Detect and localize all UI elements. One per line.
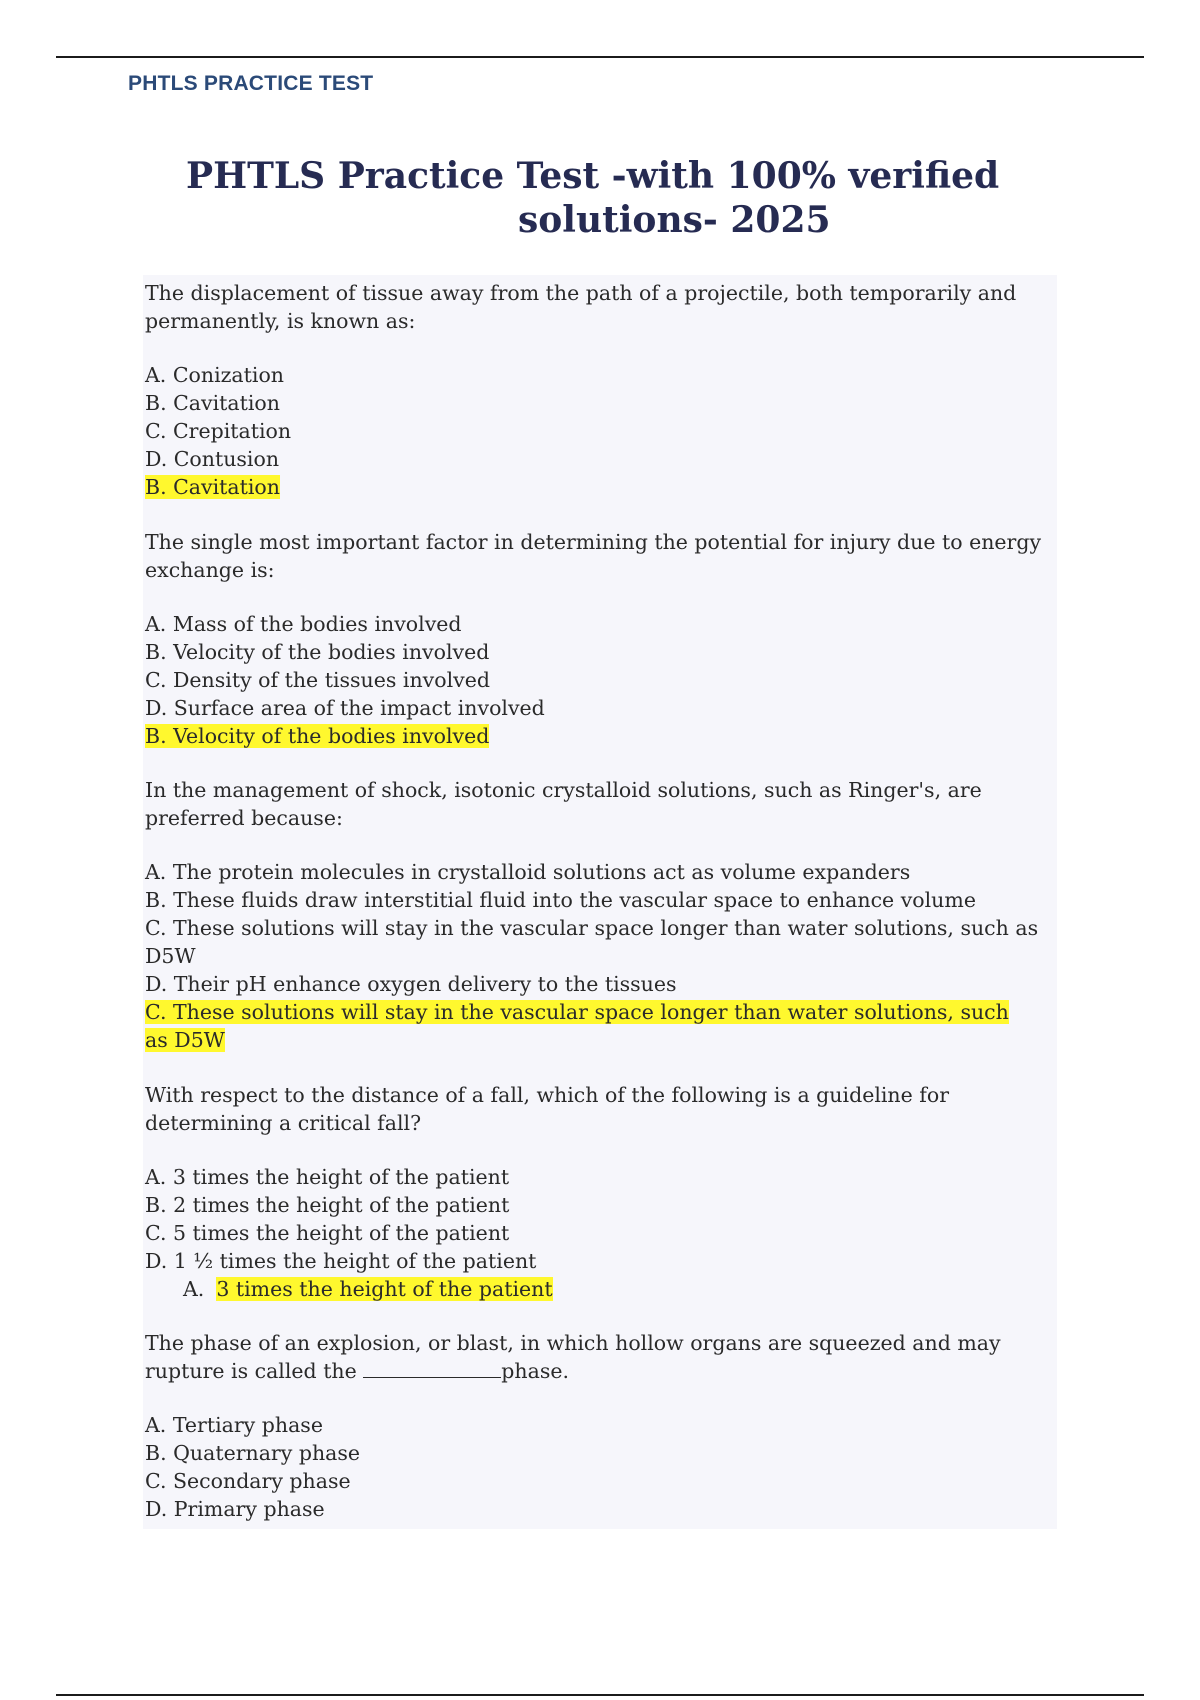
option-list <box>145 1411 1051 1523</box>
question-text: The single most important factor in determining the potential for injury due to energy exchange is: <box>145 530 1042 582</box>
question-1 <box>145 279 1051 501</box>
title-line-2: solutions- 2025 <box>518 199 831 241</box>
question-text <box>145 1329 1051 1385</box>
answer-line <box>145 722 1051 750</box>
question-text: With respect to the distance of a fall, which of the following is a guideline for determining a critical fall? <box>145 1083 950 1135</box>
option-b: B. Velocity of the bodies involved <box>145 640 490 664</box>
question-4 <box>145 1081 1051 1303</box>
highlighted-answer: C. These solutions will stay in the vascular space longer than water solutions, such as D5W <box>145 1000 1009 1052</box>
option-b: B. Cavitation <box>145 391 280 415</box>
option-d: D. Surface area of the impact involved <box>145 696 545 720</box>
option-list <box>145 858 1051 1054</box>
question-text-before-blank: The phase of an explosion, or blast, in which hollow organs are squeezed and may rupture is called the <box>145 1331 1001 1383</box>
highlighted-answer: B. Cavitation <box>145 475 280 499</box>
option-c: C. Crepitation <box>145 419 292 443</box>
answer-line <box>145 998 1051 1054</box>
answer-line <box>145 1275 1051 1303</box>
option-a: A. Mass of the bodies involved <box>145 612 462 636</box>
option-b: B. These fluids draw interstitial fluid into the vascular space to enhance volume <box>145 888 976 912</box>
option-c: C. Density of the tissues involved <box>145 668 490 692</box>
answer-line <box>145 473 1051 501</box>
bottom-rule <box>56 1694 1144 1696</box>
question-text-after-blank: phase. <box>501 1359 570 1383</box>
highlighted-answer: B. Velocity of the bodies involved <box>145 724 490 748</box>
option-c: C. 5 times the height of the patient <box>145 1221 510 1245</box>
fill-in-blank <box>363 1357 501 1378</box>
option-d: D. Primary phase <box>145 1497 325 1521</box>
question-list <box>143 275 1057 1529</box>
option-a: A. Conization <box>145 363 284 387</box>
question-2 <box>145 528 1051 750</box>
question-5 <box>145 1329 1051 1523</box>
document-title <box>186 154 1086 242</box>
option-list <box>145 361 1051 501</box>
running-header: PHTLS PRACTICE TEST <box>128 72 374 95</box>
question-text: The displacement of tissue away from the path of a projectile, both temporarily and permanently, is known as: <box>145 281 1017 333</box>
option-list <box>145 610 1051 750</box>
question-text: In the management of shock, isotonic crystalloid solutions, such as Ringer's, are preferred because: <box>145 778 982 830</box>
option-d: D. 1 ½ times the height of the patient <box>145 1249 537 1273</box>
option-c: C. These solutions will stay in the vascular space longer than water solutions, such as D5W <box>145 916 1039 968</box>
option-a: A. 3 times the height of the patient <box>145 1165 510 1189</box>
highlighted-answer: 3 times the height of the patient <box>216 1277 553 1301</box>
question-3 <box>145 776 1051 1054</box>
option-d: D. Their pH enhance oxygen delivery to the tissues <box>145 972 677 996</box>
option-b: B. 2 times the height of the patient <box>145 1193 510 1217</box>
option-a: A. The protein molecules in crystalloid solutions act as volume expanders <box>145 860 911 884</box>
title-line-1: PHTLS Practice Test -with 100% verified <box>186 155 1000 197</box>
option-b: B. Quaternary phase <box>145 1441 361 1465</box>
option-a: A. Tertiary phase <box>145 1413 323 1437</box>
option-c: C. Secondary phase <box>145 1469 351 1493</box>
option-d: D. Contusion <box>145 447 280 471</box>
answer-letter: A. <box>183 1277 205 1301</box>
top-rule <box>56 56 1144 58</box>
option-list <box>145 1163 1051 1303</box>
